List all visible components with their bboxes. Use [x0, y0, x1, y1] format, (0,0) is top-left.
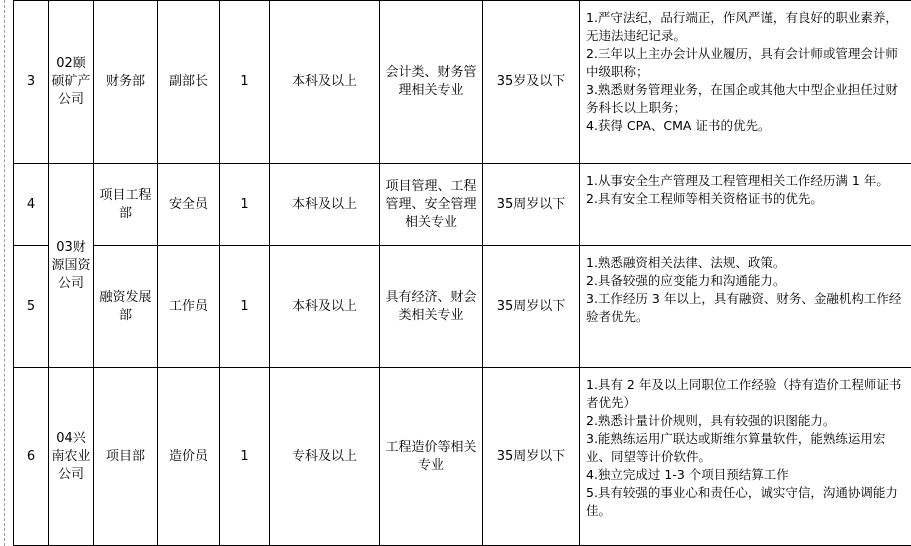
requirements — [580, 164, 911, 246]
position: 造价员 — [158, 368, 220, 546]
requirements — [580, 368, 911, 546]
requirement-item: 3.工作经历 3 年以上，具有融资、财务、金融机构工作经验者优先。 — [586, 291, 902, 324]
requirement-item: 1.从事安全生产管理及工程管理相关工作经历满 1 年。 — [586, 173, 889, 188]
age-limit: 35周岁以下 — [483, 368, 580, 546]
requirement-item: 4.独立完成过 1-3 个项目预结算工作 — [586, 467, 789, 482]
requirement-item: 2.三年以上主办会计从业履历，具有会计师或管理会计师中级职称； — [586, 46, 898, 79]
major: 项目管理、工程管理、安全管理相关专业 — [380, 164, 483, 246]
row-number: 4 — [14, 164, 49, 246]
education: 本科及以上 — [270, 246, 380, 368]
headcount: 1 — [220, 164, 270, 246]
company-name: 02颐硕矿产公司 — [49, 1, 94, 164]
major: 具有经济、财会类相关专业 — [380, 246, 483, 368]
requirement-item: 1.熟悉融资相关法律、法规、政策。 — [586, 255, 786, 270]
requirements — [580, 246, 911, 368]
department: 融资发展部 — [94, 246, 158, 368]
requirement-item: 2.具备较强的应变能力和沟通能力。 — [586, 273, 786, 288]
requirement-item: 2.具有安全工程师等相关资格证书的优先。 — [586, 191, 823, 206]
company-name: 03财源国资公司 — [49, 164, 94, 368]
requirements — [580, 1, 911, 164]
requirement-item: 2.熟悉计量计价规则，具有较强的识图能力。 — [586, 413, 836, 428]
education: 专科及以上 — [270, 368, 380, 546]
recruitment-table — [13, 0, 911, 546]
position: 工作员 — [158, 246, 220, 368]
requirement-item: 3.熟悉财务管理业务，在国企或其他大中型企业担任过财务科长以上职务； — [586, 82, 898, 115]
position: 副部长 — [158, 1, 220, 164]
education: 本科及以上 — [270, 164, 380, 246]
department: 项目工程部 — [94, 164, 158, 246]
headcount: 1 — [220, 246, 270, 368]
table-row — [14, 164, 911, 246]
major: 会计类、财务管理相关专业 — [380, 1, 483, 164]
requirement-item: 1.严守法纪，品行端正，作风严谨，有良好的职业素养，无违法违纪记录。 — [586, 10, 898, 43]
position: 安全员 — [158, 164, 220, 246]
requirement-item: 1.具有 2 年及以上同职位工作经验（持有造价工程师证书者优先） — [586, 377, 902, 410]
headcount: 1 — [220, 1, 270, 164]
headcount: 1 — [220, 368, 270, 546]
education: 本科及以上 — [270, 1, 380, 164]
row-number: 6 — [14, 368, 49, 546]
table-row — [14, 1, 911, 164]
requirement-item: 4.获得 CPA、CMA 证书的优先。 — [586, 118, 771, 133]
page-edge-marker — [0, 0, 5, 546]
table-row — [14, 246, 911, 368]
department: 项目部 — [94, 368, 158, 546]
requirement-item: 3.能熟练运用广联达或斯维尔算量软件，能熟练运用宏业、同望等计价软件。 — [586, 431, 886, 464]
age-limit: 35周岁以下 — [483, 164, 580, 246]
row-number: 5 — [14, 246, 49, 368]
age-limit: 35周岁以下 — [483, 246, 580, 368]
company-name: 04兴南农业公司 — [49, 368, 94, 546]
age-limit: 35岁及以下 — [483, 1, 580, 164]
table-row — [14, 368, 911, 546]
major: 工程造价等相关专业 — [380, 368, 483, 546]
row-number: 3 — [14, 1, 49, 164]
requirement-item: 5.具有较强的事业心和责任心，诚实守信，沟通协调能力佳。 — [586, 485, 898, 518]
department: 财务部 — [94, 1, 158, 164]
